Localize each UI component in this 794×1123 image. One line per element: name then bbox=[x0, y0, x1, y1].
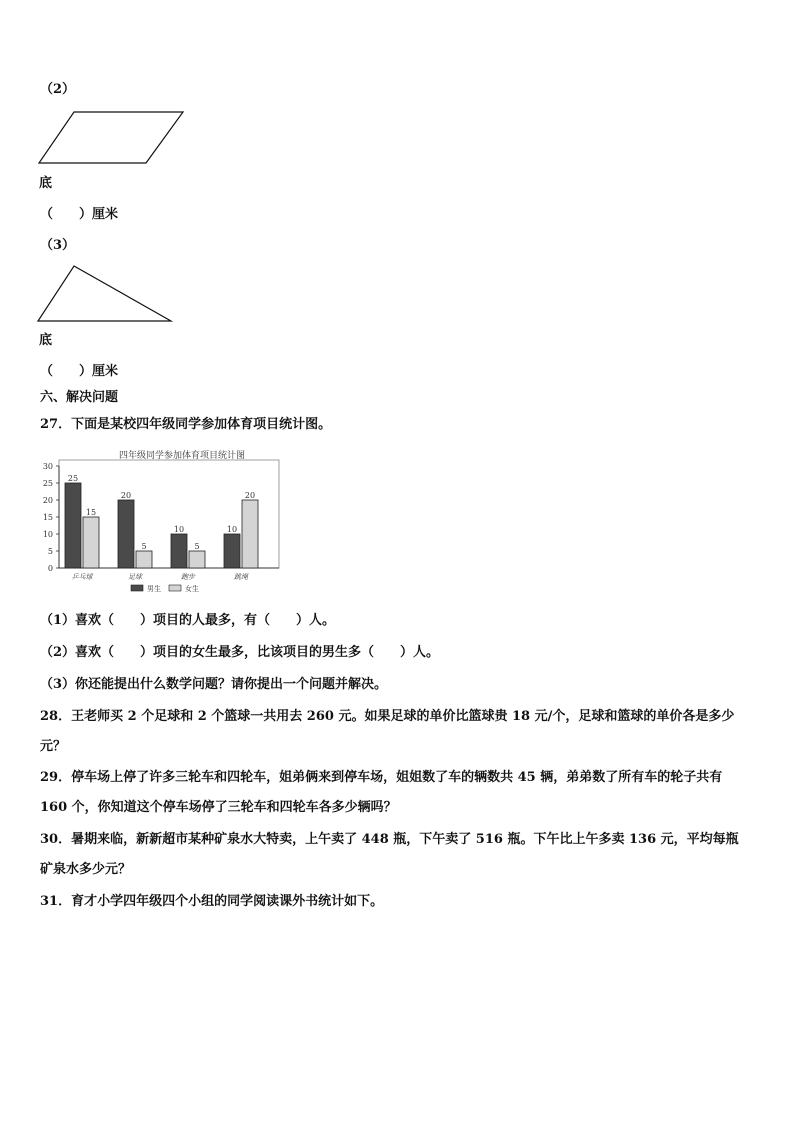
q30-line2: 矿泉水多少元？ bbox=[40, 862, 132, 877]
y-tick-label: 10 bbox=[42, 530, 53, 539]
legend-swatch-female bbox=[169, 585, 181, 591]
q27-sub2: （2）喜欢（ ）项目的女生最多，比该项目的男生多（ ）人。 bbox=[40, 645, 440, 660]
data-label: 5 bbox=[194, 542, 200, 551]
parallelogram-figure bbox=[36, 110, 186, 166]
category-label: 乒乓球 bbox=[71, 573, 93, 581]
q29-line2: 160 个，你知道这个停车场停了三轮车和四轮车各多少辆吗？ bbox=[40, 800, 397, 815]
bar-female bbox=[242, 500, 258, 568]
category-label: 跑步 bbox=[181, 573, 195, 581]
bar-male bbox=[65, 483, 81, 568]
bar-female bbox=[136, 551, 152, 568]
part2-answer-blank: （ ）厘米 bbox=[40, 207, 119, 222]
q27-sub1: （1）喜欢（ ）项目的人最多，有（ ）人。 bbox=[40, 613, 336, 628]
data-label: 25 bbox=[67, 474, 79, 483]
q29-line1: 29．停车场上停了许多三轮车和四轮车，姐弟俩来到停车场，姐姐数了车的辆数共 45 辆，弟弟数了所有车的轮子共有 bbox=[40, 770, 723, 785]
bar-female bbox=[189, 551, 205, 568]
y-tick-label: 0 bbox=[47, 564, 53, 573]
bar-female bbox=[83, 517, 99, 568]
data-label: 15 bbox=[85, 508, 97, 517]
data-label: 10 bbox=[226, 525, 238, 534]
bar-male bbox=[171, 534, 187, 568]
bar-male bbox=[118, 500, 134, 568]
y-tick-label: 15 bbox=[42, 513, 53, 522]
y-tick-label: 5 bbox=[47, 547, 53, 556]
q30-line1: 30．暑期来临，新新超市某种矿泉水大特卖，上午卖了 448 瓶，下午卖了 516 瓶。下午比上午多卖 136 元，平均每瓶 bbox=[40, 832, 739, 847]
y-tick-label: 25 bbox=[42, 479, 53, 488]
q28-line2: 元？ bbox=[40, 739, 67, 754]
legend-swatch-male bbox=[131, 585, 143, 591]
legend-label: 男生 bbox=[147, 585, 161, 593]
bar-male bbox=[224, 534, 240, 568]
part3-label: （3） bbox=[40, 238, 76, 253]
q27-stem: 27．下面是某校四年级同学参加体育项目统计图。 bbox=[40, 417, 332, 432]
data-label: 10 bbox=[173, 525, 185, 534]
legend-label: 女生 bbox=[185, 585, 199, 593]
data-label: 5 bbox=[141, 542, 147, 551]
y-tick-label: 30 bbox=[42, 462, 53, 471]
triangle-figure bbox=[36, 264, 176, 324]
part3-answer-blank: （ ）厘米 bbox=[40, 364, 119, 379]
q27-sub3: （3）你还能提出什么数学问题？请你提出一个问题并解决。 bbox=[40, 677, 388, 692]
data-label: 20 bbox=[244, 491, 256, 500]
q28-line1: 28．王老师买 2 个足球和 2 个篮球一共用去 260 元。如果足球的单价比篮球贵 18 元/个，足球和篮球的单价各是多少 bbox=[40, 709, 735, 724]
data-label: 20 bbox=[120, 491, 132, 500]
y-tick-label: 20 bbox=[42, 496, 53, 505]
part2-base-label: 底 bbox=[39, 176, 53, 191]
category-label: 足球 bbox=[128, 573, 142, 581]
part3-base-label: 底 bbox=[39, 333, 53, 348]
chart-title: 四年级同学参加体育项目统计图 bbox=[118, 451, 246, 461]
q31-line1: 31．育才小学四年级四个小组的同学阅读课外书统计如下。 bbox=[40, 894, 384, 909]
sports-bar-chart bbox=[37, 446, 287, 598]
section-heading: 六、解决问题 bbox=[40, 390, 119, 405]
category-label: 跳绳 bbox=[234, 573, 248, 581]
part2-label: （2） bbox=[40, 82, 76, 97]
